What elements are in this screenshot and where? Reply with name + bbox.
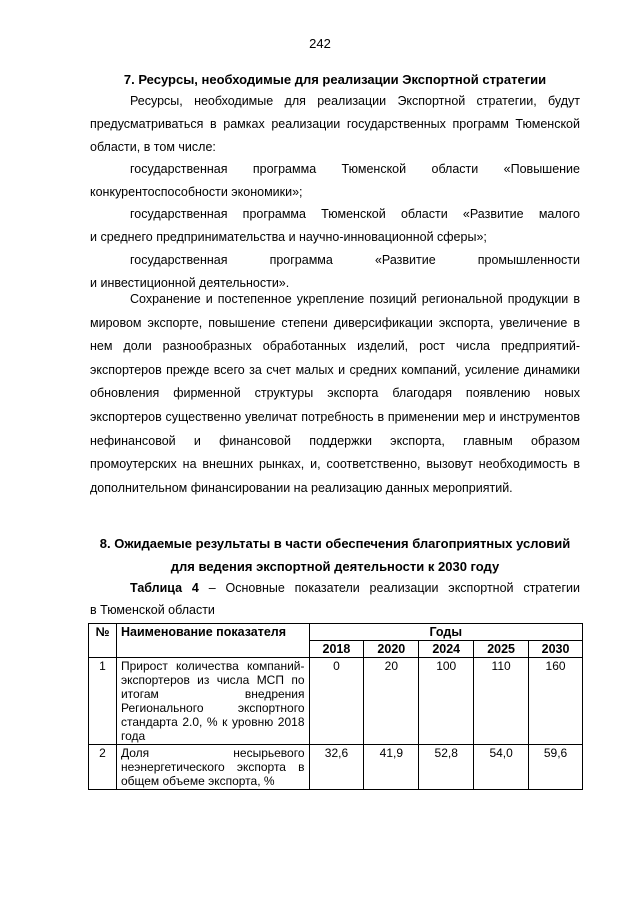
value-cell: 41,9	[364, 745, 419, 790]
row-number: 1	[89, 658, 117, 745]
value-cell: 52,8	[419, 745, 474, 790]
indicator-name: Доля несырьевого неэнергетического экспорта в общем объеме экспорта, %	[116, 745, 309, 790]
value-cell: 160	[529, 658, 583, 745]
value-cell: 20	[364, 658, 419, 745]
value-cell: 100	[419, 658, 474, 745]
intro-line-2: предусматриваться в рамках реализации государственных программ Тюменской	[90, 117, 580, 131]
value-cell: 110	[474, 658, 529, 745]
year-header: 2030	[529, 641, 583, 658]
intro-line-1: Ресурсы, необходимые для реализации Экспортной стратегии, будут	[130, 94, 580, 108]
row-number: 2	[89, 745, 117, 790]
program-2-line-1: государственная программа Тюменской области «Развитие малого	[130, 207, 580, 221]
value-cell: 32,6	[309, 745, 364, 790]
col-header-number: №	[89, 624, 117, 658]
table-row	[89, 745, 583, 790]
program-1-line-1: государственная программа Тюменской области «Повышение	[130, 162, 580, 176]
program-3-line-1: государственная программа «Развитие промышленности	[130, 253, 580, 267]
year-header: 2024	[419, 641, 474, 658]
indicator-name: Прирост количества компаний-экспортеров из числа МСП по итогам внедрения Регионального экспортного стандарта 2.0, % к уровню 2018 года	[116, 658, 309, 745]
table-caption	[90, 581, 580, 595]
section-8-heading-line-2: для ведения экспортной деятельности к 2030 году	[170, 559, 500, 574]
value-cell: 54,0	[474, 745, 529, 790]
year-header: 2018	[309, 641, 364, 658]
program-1-line-2: конкурентоспособности экономики»;	[90, 185, 303, 199]
program-3-line-2: и инвестиционной деятельности».	[90, 276, 290, 290]
intro-line-3: области, в том числе:	[90, 140, 216, 154]
table-caption-text: – Основные показатели реализации экспортной стратегии	[198, 581, 581, 595]
page-number: 242	[309, 36, 331, 51]
program-2-line-2: и среднего предпринимательства и научно-инновационной сферы»;	[90, 230, 487, 244]
body-paragraph: Сохранение и постепенное укрепление позиций региональной продукции в мировом экспорте, повышение степени диверсификации экспорта, увеличение в нем доли разнообразных обработанных изделий, рост числа предприятий-экспортеров прежде всего за счет малых и средних компаний, усиление динамики обновления фирменной структуры экспорта благодаря появлению новых экспортеров существенно увеличат потребность в применении мер и инструментов нефинансовой и финансовой поддержки экспорта, главным образом промоутерских на внешних рынках, и, соответственно, вызовут необходимость в дополнительном финансировании на реализацию данных мероприятий.	[90, 292, 580, 495]
table-caption-line-2: в Тюменской области	[90, 603, 215, 617]
year-header: 2025	[474, 641, 529, 658]
section-8-heading-line-1: 8. Ожидаемые результаты в части обеспечения благоприятных условий	[99, 536, 571, 551]
table-row	[89, 658, 583, 745]
section-7-heading: 7. Ресурсы, необходимые для реализации Экспортной стратегии	[123, 72, 547, 87]
year-header: 2020	[364, 641, 419, 658]
table-caption-label: Таблица 4	[130, 581, 199, 595]
col-header-name: Наименование показателя	[116, 624, 309, 658]
table-header-row	[89, 624, 583, 641]
indicators-table	[88, 623, 583, 790]
col-header-years: Годы	[309, 624, 583, 641]
value-cell: 59,6	[529, 745, 583, 790]
value-cell: 0	[309, 658, 364, 745]
